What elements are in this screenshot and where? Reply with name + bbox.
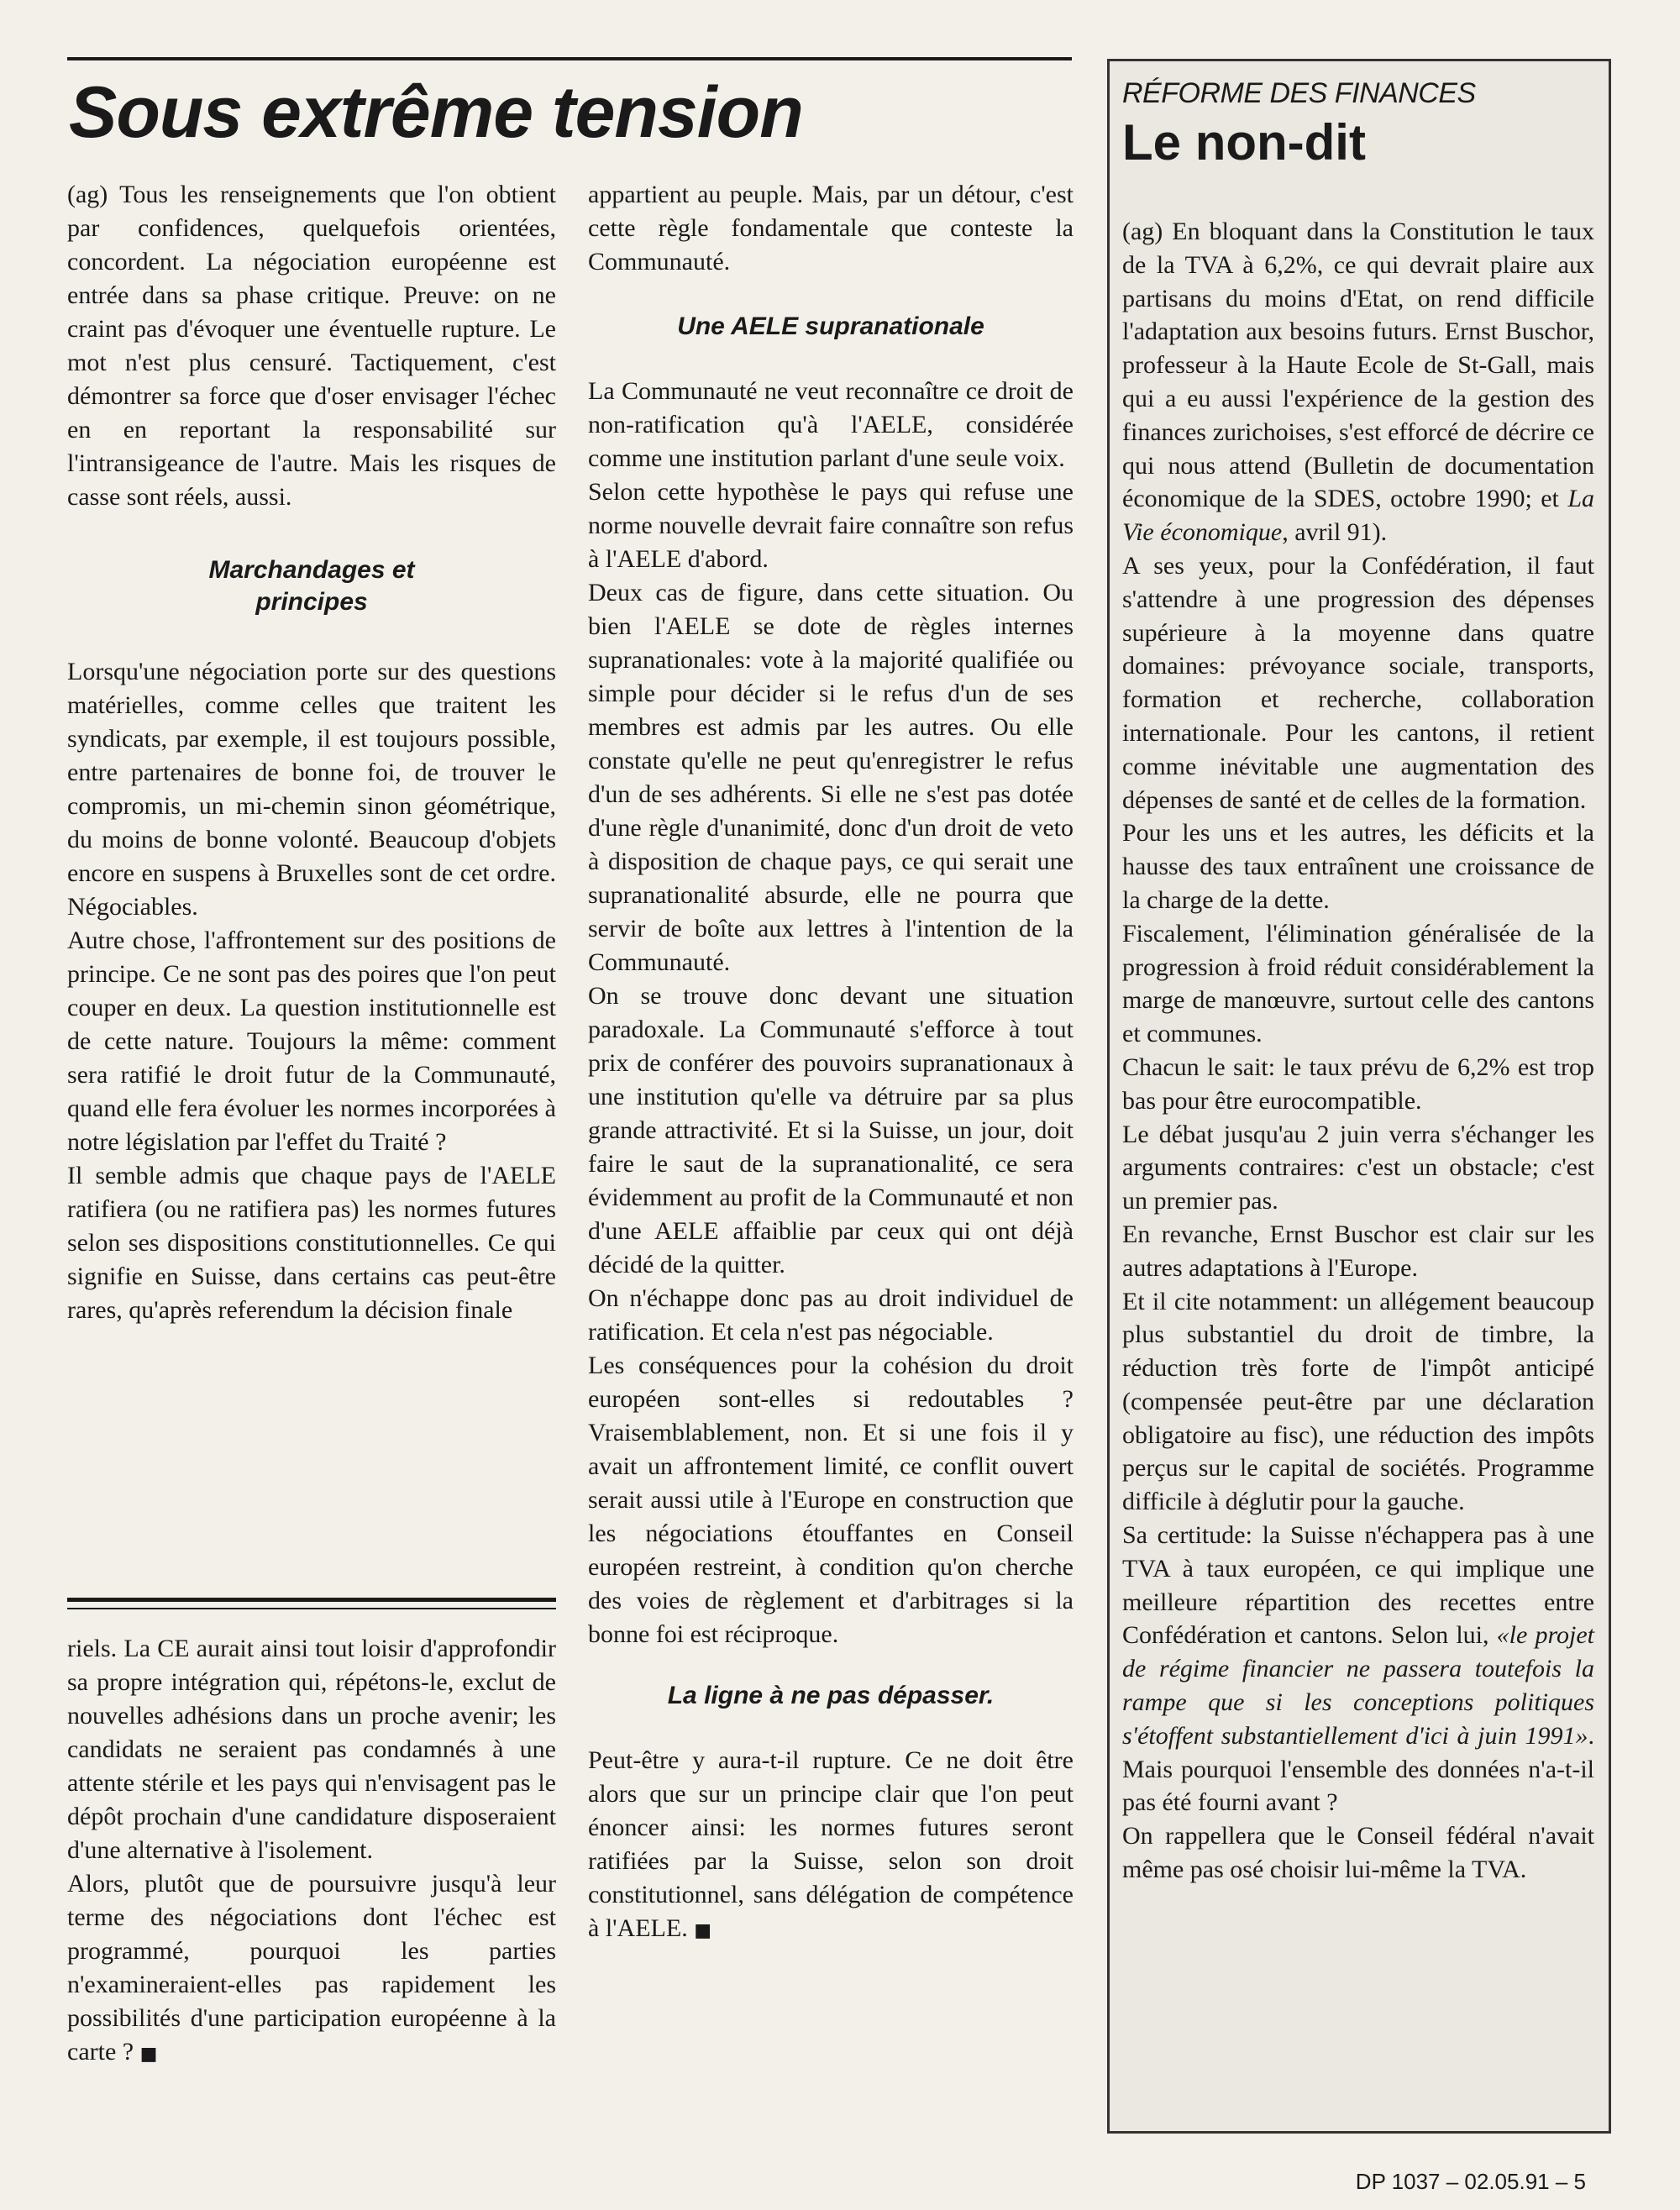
end-mark: ■ — [694, 1920, 711, 1941]
top-rule — [67, 57, 1072, 60]
sidebar-paragraph — [1122, 1519, 1594, 1819]
article-paragraph — [588, 1744, 1074, 1948]
article-intro: (ag) Tous les renseignements que l'on obtient par confidences, quelquefois orientées, concordent. La négociation européenne est entrée dans sa phase critique. Preuve: on ne craint pas d'évoquer une éventuelle rupture. Le mot n'est plus censuré. Tactiquement, c'est démontrer sa force que d'oser envisager l'échec en en reportant la responsabilité sur l'intransigeance de l'autre. Mais les risques de casse sont réels, aussi. — [67, 181, 556, 511]
sidebar-paragraph: Et il cite notamment: un allégement beaucoup plus substantiel du droit de timbre, la réduction très forte de l'impôt anticipé (compensée peut-être par une déclaration obligatoire au fisc), une réduction des impôts perçus sur le capital de sociétés. Programme difficile à déglutir pour la gauche. — [1122, 1287, 1594, 1516]
sidebar-quote: «le projet de régime financier ne passera toutefois la rampe que si les conceptions politiques s'étoffent substantiellement d'ici à juin 1991» — [1122, 1621, 1595, 1750]
sidebar-column — [1122, 215, 1594, 1887]
sidebar-paragraph: Pour les uns et les autres, les déficits et la hausse des taux entraînent une croissance de la charge de la dette. — [1122, 819, 1594, 914]
sidebar-paragraph: Fiscalement, l'élimination généralisée de la progression à froid réduit considérablement la marge de manœuvre, surtout celle des cantons et communes. — [1122, 919, 1594, 1048]
sidebar-paragraph: A ses yeux, pour la Confédération, il faut s'attendre à une progression des dépenses supérieure à la moyenne dans quatre domaines: prévoyance sociale, transports, formation et recherche, collaboration internationale. Pour les cantons, il retient comme inévitable une augmentation des dépenses de santé et de celles de la formation. — [1122, 551, 1594, 814]
sidebar-text: Sa certitude: la Suisse n'échappera pas à une TVA à taux européen, ce qui implique une meilleure répartition des recettes entre Confédération et cantons. Selon lui, — [1122, 1521, 1594, 1650]
sidebar-kicker: RÉFORME DES FINANCES — [1122, 77, 1476, 109]
article-paragraph: riels. La CE aurait ainsi tout loisir d'approfondir sa propre intégration qui, répétons-le, exclut de nouvelles adhésions dans un proche avenir; les candidats ne seraient pas condamnés à une attente stérile et les pays qui n'envisagent pas le dépôt prochain d'une candidature disposeraient d'une alternative à l'isolement. — [67, 1635, 556, 1864]
article-paragraph — [67, 1867, 556, 2071]
sidebar-paragraph: En revanche, Ernst Buschor est clair sur les autres adaptations à l'Europe. — [1122, 1220, 1594, 1282]
article-paragraph-text: Alors, plutôt que de poursuivre jusqu'à leur terme des négociations dont l'échec est programmé, pourquoi les parties n'examineraient-elles pas rapidement les possibilités d'une participation européenne à la carte ? — [67, 1870, 556, 2066]
article-paragraph: Autre chose, l'affrontement sur des positions de principe. Ce ne sont pas des poires que l'on peut couper en deux. La question institutionnelle est de cette nature. Toujours la même: comment sera ratifié le droit futur de la Communauté, quand elle fera évoluer les normes incorporées à notre législation par l'effet du Traité ? — [67, 927, 556, 1156]
sidebar-paragraph — [1122, 215, 1594, 549]
article-paragraph: On n'échappe donc pas au droit individuel de ratification. Et cela n'est pas négociable. — [588, 1284, 1074, 1346]
sidebar-title: Le non-dit — [1122, 114, 1366, 171]
sidebar-text: . Mais pourquoi l'ensemble des données n'a-t-il pas été fourni avant ? — [1122, 1721, 1594, 1817]
sidebar-paragraph: Chacun le sait: le taux prévu de 6,2% est trop bas pour être eurocompatible. — [1122, 1053, 1594, 1115]
article-paragraph: La Communauté ne veut reconnaître ce droit de non-ratification qu'à l'AELE, considérée comme une institution parlant d'une seule voix. — [588, 377, 1074, 472]
subhead-ligne: La ligne à ne pas dépasser. — [667, 1682, 995, 1709]
sidebar-paragraph: On rappellera que le Conseil fédéral n'avait même pas osé choisir lui-même la TVA. — [1122, 1822, 1594, 1884]
article-paragraph: Selon cette hypothèse le pays qui refuse une norme nouvelle devrait faire connaître son refus à l'AELE d'abord. — [588, 478, 1074, 573]
article-paragraph: Deux cas de figure, dans cette situation. Ou bien l'AELE se dote de règles internes supranationales: vote à la majorité qualifiée ou simple pour décider si le refus d'un de ses membres est admis par les autres. Ou elle constate qu'elle ne peut qu'enregistrer le refus d'un de ses adhérents. Si elle ne s'est pas dotée d'une règle d'unanimité, donc d'un droit de veto à disposition de chaque pays, ce qui serait une supranationalité absurde, elle ne pourra que servir de boîte aux lettres à l'intention de la Communauté. — [588, 579, 1074, 976]
sidebar-paragraph: Le débat jusqu'au 2 juin verra s'échanger les arguments contraires: c'est un obstacle; c'est un premier pas. — [1122, 1120, 1594, 1215]
subhead-marchandages: Marchandages et principes — [208, 556, 415, 616]
sidebar-text: (ag) En bloquant dans la Constitution le taux de la TVA à 6,2%, ce qui devrait plaire aux partisans du moins d'Etat, on rend difficile l'adaptation aux besoins futurs. Ernst Buschor, professeur à la Haute Ecole de St-Gall, mais qui a eu aussi l'expérience de la gestion des finances zurichoises, s'est efforcé de décrire ce qui nous attend (Bulletin de documentation économique de la SDES, octobre 1990; et — [1122, 218, 1594, 513]
column-separator — [67, 1598, 556, 1609]
article-paragraph: On se trouve donc devant une situation paradoxale. La Communauté s'efforce à tout prix de conférer des pouvoirs supranationaux à une institution qu'elle va détruire par sa plus grande attractivité. Et si la Suisse, un jour, doit faire le saut de la supranationalité, ce sera évidemment au profit de la Communauté et non d'une AELE affaiblie par ceux qui ont déjà décidé de la quitter. — [588, 982, 1074, 1278]
article-paragraph: Les conséquences pour la cohésion du droit européen sont-elles si redoutables ? Vraisemblablement, non. Et si une fois il y avait un affrontement limité, ce conflit ouvert serait aussi utile à l'Europe en construction que les négociations étouffantes en Conseil européen restreint, à condition qu'on cherche des voies de règlement et d'arbitrages si la bonne foi est réciproque. — [588, 1352, 1074, 1648]
article-column-2 — [588, 178, 1074, 1948]
sidebar-text: , avril 91). — [1282, 518, 1388, 547]
article-column-1 — [67, 178, 556, 1327]
article-paragraph-text: Peut-être y aura-t-il rupture. Ce ne doit être alors que sur un principe clair que l'on peut énoncer ainsi: les normes futures seront ratifiées par la Suisse, selon son droit constitutionnel, sans délégation de compétence à l'AELE. — [588, 1746, 1074, 1942]
article-headline: Sous extrême tension — [69, 72, 803, 153]
article-column-1-continued — [67, 1632, 556, 2071]
page-footer: DP 1037 – 02.05.91 – 5 — [1355, 2169, 1586, 2194]
article-paragraph: Il semble admis que chaque pays de l'AELE ratifiera (ou ne ratifiera pas) les normes futures selon ses dispositions constitutionnelles. Ce qui signifie en Suisse, dans certains cas peut-être rares, qu'après referendum la décision finale — [67, 1162, 556, 1324]
end-mark: ■ — [139, 2044, 158, 2065]
subhead-aele: Une AELE supranationale — [677, 312, 984, 340]
sidebar-italic-title: La Vie économique — [1122, 485, 1594, 547]
article-paragraph: appartient au peuple. Mais, par un détour, c'est cette règle fondamentale que conteste la Communauté. — [588, 181, 1074, 276]
article-paragraph: Lorsqu'une négociation porte sur des questions matérielles, comme celles que traitent les syndicats, par exemple, il est toujours possible, entre partenaires de bonne foi, de trouver le compromis, un mi-chemin sinon géométrique, du moins de bonne volonté. Beaucoup d'objets encore en suspens à Bruxelles sont de cet ordre. Négociables. — [67, 658, 556, 921]
